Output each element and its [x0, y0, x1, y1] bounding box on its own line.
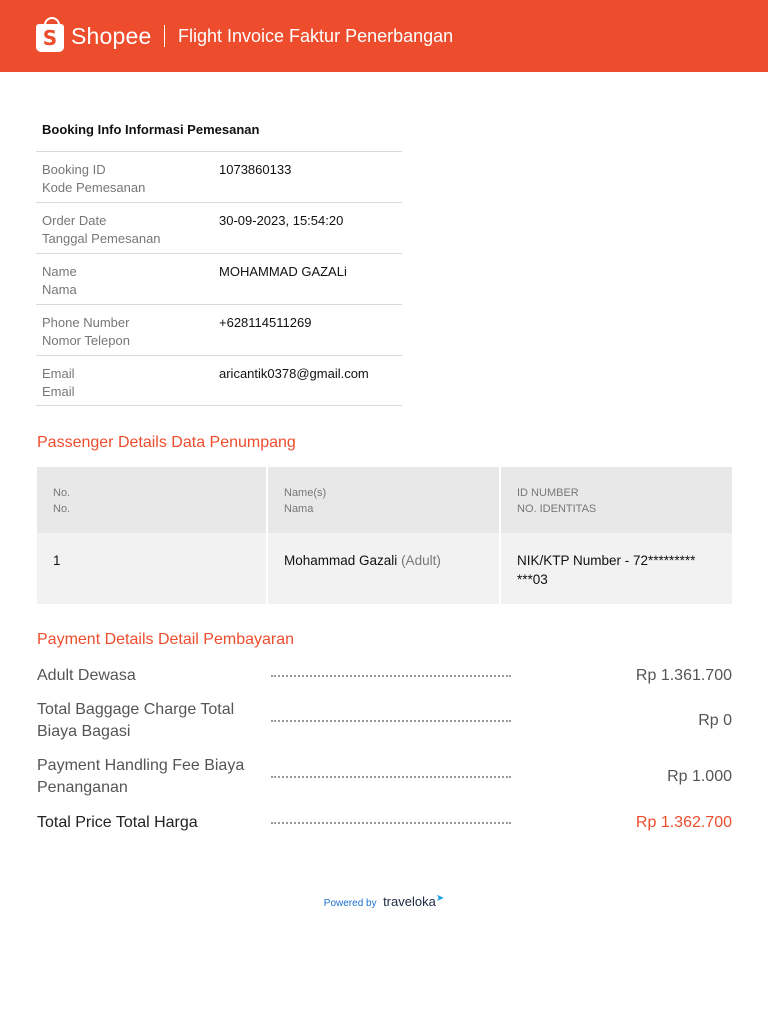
traveloka-logo: traveloka: [383, 894, 436, 909]
booking-row-phone: [36, 304, 402, 355]
booking-row-order-date: [36, 202, 402, 253]
order-date-value: 30-09-2023, 15:54:20: [219, 213, 344, 228]
payment-label: Payment Handling Fee Biaya Penanganan: [37, 757, 245, 796]
payment-row-baggage: [37, 698, 732, 744]
label-id: Kode Pemesanan: [42, 180, 146, 195]
passenger-name-cell: [268, 533, 499, 604]
payment-row-handling-fee: [37, 754, 732, 800]
booking-label: [42, 365, 219, 405]
booking-info-title: Booking Info Informasi Pemesanan: [42, 122, 260, 137]
table-row: [37, 533, 732, 604]
id-line-2: ***03: [517, 572, 548, 587]
header-id: NO. IDENTITAS: [517, 503, 597, 515]
booking-row-email: [36, 355, 402, 406]
payment-amount: Rp 1.361.700: [635, 667, 732, 684]
label-en: Order Date: [42, 213, 107, 228]
booking-label: [42, 161, 219, 202]
passenger-no: 1: [37, 533, 266, 604]
total-label: Total Price Total Harga: [37, 814, 198, 831]
booking-id-value: 1073860133: [219, 162, 292, 177]
passenger-id-number: [501, 533, 732, 604]
header-id: No.: [53, 503, 71, 515]
email-value: aricantik0378@gmail.com: [219, 366, 369, 381]
label-id: Email: [42, 384, 75, 399]
passenger-type: (Adult): [401, 553, 441, 568]
booking-row-name: [36, 253, 402, 304]
powered-by-footer: [0, 893, 768, 911]
label-en: Phone Number: [42, 315, 130, 330]
label-id: Nama: [42, 282, 77, 297]
traveloka-bird-icon: ➤: [435, 893, 445, 904]
header-cell-no: [37, 467, 266, 533]
payment-label: Total Baggage Charge Total Biaya Bagasi: [37, 701, 235, 740]
shopee-bag-icon: [36, 24, 64, 52]
passenger-name: Mohammad Gazali: [284, 553, 398, 568]
header-cell-name: [268, 467, 499, 533]
dotted-leader: [271, 720, 511, 722]
page-title: Flight Invoice Faktur Penerbangan: [178, 25, 454, 46]
header-divider: [164, 25, 166, 47]
dotted-leader: [271, 675, 511, 677]
brand-name: Shopee: [71, 22, 152, 49]
powered-by-text: Powered by: [323, 898, 377, 909]
label-id: Nomor Telepon: [42, 333, 130, 348]
booking-info-section: [36, 122, 402, 406]
total-amount: Rp 1.362.700: [635, 814, 732, 831]
phone-value: +628114511269: [219, 315, 312, 330]
label-en: Name: [42, 264, 77, 279]
payment-row-total: [37, 811, 732, 835]
payment-amount: Rp 1.000: [667, 768, 732, 785]
payment-row-adult: [37, 664, 732, 688]
passenger-table: [37, 467, 732, 604]
id-line-1: NIK/KTP Number - 72*********: [517, 553, 696, 568]
invoice-header: [0, 0, 768, 72]
label-en: Booking ID: [42, 162, 106, 177]
header-en: No.: [53, 487, 71, 499]
booking-row-id: [36, 151, 402, 202]
header-cell-id-number: [501, 467, 732, 533]
header-en: Name(s): [284, 487, 327, 499]
label-en: Email: [42, 366, 75, 381]
logo-letter: S: [42, 25, 58, 50]
dotted-leader: [271, 776, 511, 778]
passenger-details-title: Passenger Details Data Penumpang: [37, 434, 296, 451]
header-en: ID NUMBER: [517, 487, 579, 499]
booking-label: [42, 263, 219, 304]
booking-label: [42, 314, 219, 355]
payment-label: Adult Dewasa: [37, 667, 136, 684]
payment-amount: Rp 0: [698, 712, 732, 729]
payment-details-title: Payment Details Detail Pembayaran: [37, 631, 295, 648]
header-id: Nama: [284, 503, 314, 515]
dotted-leader: [271, 822, 511, 824]
name-value: MOHAMMAD GAZALi: [219, 264, 347, 279]
booking-label: [42, 212, 219, 253]
table-header-row: [37, 467, 732, 533]
label-id: Tanggal Pemesanan: [42, 231, 161, 246]
